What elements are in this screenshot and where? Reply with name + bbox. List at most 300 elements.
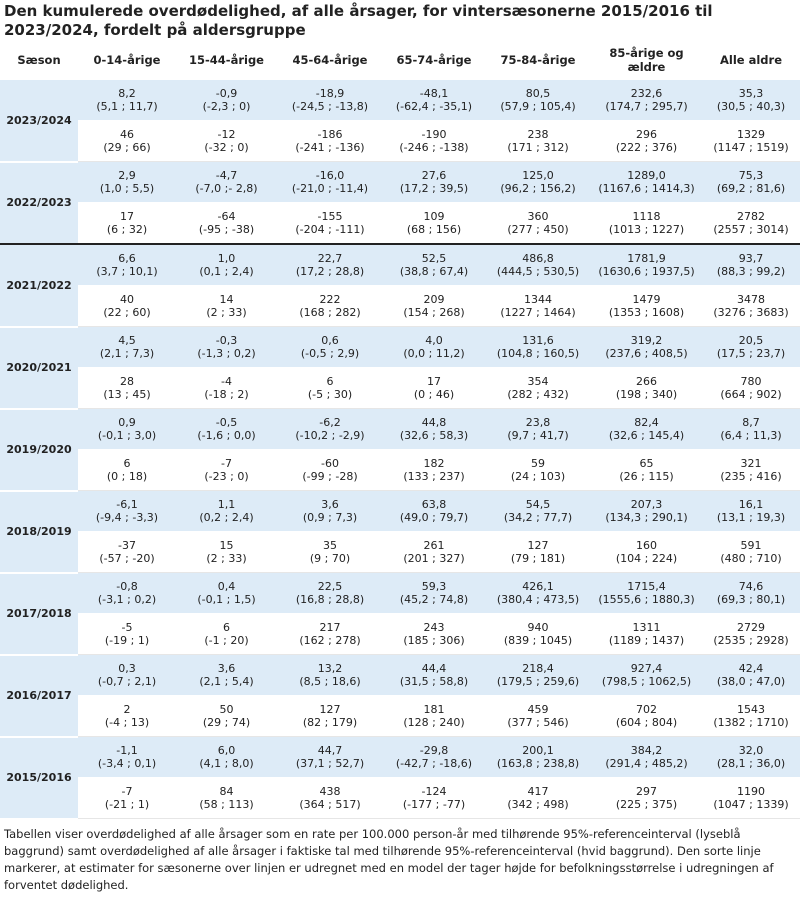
estimate-value: 426,1 — [522, 579, 554, 593]
estimate-value: 200,1 — [522, 743, 554, 757]
estimate-value: 54,5 — [525, 497, 551, 511]
count-cell — [485, 450, 591, 491]
estimate-value: 32,0 — [738, 743, 764, 757]
rate-row — [0, 244, 800, 286]
header-cell: 0-14-årige — [93, 53, 161, 67]
reference-interval: (-0,1 ; 3,0) — [97, 429, 157, 442]
estimate-value: 35 — [323, 538, 337, 552]
estimate-value: 702 — [636, 702, 657, 716]
reference-interval: (-42,7 ; -18,6) — [395, 757, 473, 770]
rate-cell — [702, 409, 800, 450]
estimate-value: -0,3 — [215, 333, 238, 347]
reference-interval: (2 ; 33) — [206, 552, 247, 565]
estimate-value: 2,9 — [118, 168, 136, 182]
rate-cell — [485, 244, 591, 286]
rate-cell — [702, 491, 800, 532]
reference-interval: (235 ; 416) — [720, 470, 782, 483]
rate-cell — [591, 655, 702, 696]
count-cell — [277, 778, 383, 819]
count-cell — [591, 368, 702, 409]
rate-cell — [591, 491, 702, 532]
estimate-value: 52,5 — [421, 251, 447, 265]
season-label: 2023/2024 — [0, 80, 78, 162]
reference-interval: (1189 ; 1437) — [608, 634, 685, 647]
estimate-value: 384,2 — [630, 743, 663, 757]
estimate-value: 1344 — [524, 292, 552, 306]
estimate-value: 1,0 — [217, 251, 236, 265]
season-label: 2020/2021 — [0, 327, 78, 409]
rate-cell — [702, 162, 800, 203]
rate-cell — [176, 491, 277, 532]
header-cell: Alle aldre — [720, 53, 782, 67]
reference-interval: (1353 ; 1608) — [608, 306, 685, 319]
estimate-value: 591 — [740, 538, 762, 552]
count-cell — [485, 368, 591, 409]
reference-interval: (1167,6 ; 1414,3) — [598, 182, 695, 195]
reference-interval: (31,5 ; 58,8) — [399, 675, 469, 688]
estimate-value: 23,8 — [525, 415, 551, 429]
estimate-value: 319,2 — [630, 333, 663, 347]
reference-interval: (198 ; 340) — [615, 388, 678, 401]
reference-interval: (32,6 ; 145,4) — [608, 429, 685, 442]
rate-cell — [383, 162, 485, 203]
estimate-value: 261 — [423, 538, 445, 552]
reference-interval: (-1,3 ; 0,2) — [197, 347, 256, 360]
reference-interval: (-177 ; -77) — [402, 798, 466, 811]
rate-cell — [78, 327, 176, 368]
reference-interval: (1555,6 ; 1880,3) — [598, 593, 695, 606]
count-row — [0, 286, 800, 327]
rate-cell — [277, 80, 383, 121]
reference-interval: (0,1 ; 2,4) — [199, 265, 254, 278]
rate-cell — [277, 409, 383, 450]
rate-cell — [277, 327, 383, 368]
rate-cell — [277, 737, 383, 778]
reference-interval: (34,2 ; 77,7) — [503, 511, 573, 524]
estimate-value: 14 — [219, 292, 234, 306]
reference-interval: (-32 ; 0) — [204, 141, 249, 154]
count-cell — [383, 778, 485, 819]
reference-interval: (38,8 ; 67,4) — [399, 265, 469, 278]
estimate-value: 1,1 — [217, 497, 236, 511]
estimate-value: 127 — [527, 538, 549, 552]
reference-interval: (69,3 ; 80,1) — [716, 593, 786, 606]
count-cell — [702, 203, 800, 245]
reference-interval: (2535 ; 2928) — [713, 634, 789, 647]
rate-cell — [702, 327, 800, 368]
estimate-value: -186 — [317, 127, 343, 141]
count-cell — [176, 778, 277, 819]
reference-interval: (79 ; 181) — [510, 552, 566, 565]
estimate-value: 0,3 — [118, 661, 136, 675]
count-cell — [78, 614, 176, 655]
rate-cell — [78, 655, 176, 696]
rate-cell — [591, 327, 702, 368]
reference-interval: (9,7 ; 41,7) — [507, 429, 569, 442]
header-cell: 75-84-årige — [500, 53, 576, 67]
reference-interval: (-19 ; 1) — [104, 634, 150, 647]
reference-interval: (68 ; 156) — [406, 223, 462, 236]
count-cell — [78, 532, 176, 573]
reference-interval: (-3,1 ; 0,2) — [97, 593, 157, 606]
estimate-value: 486,8 — [522, 251, 554, 265]
reference-interval: (0,9 ; 7,3) — [302, 511, 358, 524]
reference-interval: (222 ; 376) — [615, 141, 678, 154]
estimate-value: 1190 — [737, 784, 765, 798]
rate-cell — [383, 244, 485, 286]
reference-interval: (49,0 ; 79,7) — [399, 511, 469, 524]
reference-interval: (1630,6 ; 1937,5) — [598, 265, 695, 278]
count-row — [0, 450, 800, 491]
reference-interval: (1382 ; 1710) — [713, 716, 789, 729]
estimate-value: 1311 — [632, 620, 661, 634]
season-label: 2021/2022 — [0, 244, 78, 327]
reference-interval: (13 ; 45) — [103, 388, 151, 401]
count-cell — [702, 368, 800, 409]
count-cell — [591, 614, 702, 655]
estimate-value: 1715,4 — [627, 579, 666, 593]
reference-interval: (17,5 ; 23,7) — [716, 347, 786, 360]
reference-interval: (1227 ; 1464) — [500, 306, 576, 319]
reference-interval: (839 ; 1045) — [503, 634, 573, 647]
reference-interval: (664 ; 902) — [720, 388, 782, 401]
estimate-value: -60 — [321, 456, 339, 470]
count-cell — [702, 532, 800, 573]
season-label: 2015/2016 — [0, 737, 78, 819]
reference-interval: (104 ; 224) — [615, 552, 678, 565]
estimate-value: 209 — [423, 292, 445, 306]
rate-cell — [485, 162, 591, 203]
rate-cell — [383, 80, 485, 121]
estimate-value: 17 — [120, 209, 134, 223]
estimate-value: 1781,9 — [627, 251, 666, 265]
reference-interval: (-62,4 ; -35,1) — [395, 100, 473, 113]
estimate-value: 20,5 — [738, 333, 764, 347]
rate-cell — [78, 573, 176, 614]
reference-interval: (480 ; 710) — [720, 552, 782, 565]
reference-interval: (282 ; 432) — [507, 388, 569, 401]
count-cell — [277, 203, 383, 245]
count-row — [0, 368, 800, 409]
estimate-value: 296 — [636, 127, 657, 141]
count-cell — [176, 614, 277, 655]
estimate-value: 44,7 — [317, 743, 343, 757]
estimate-value: -6,1 — [116, 497, 138, 511]
estimate-value: -48,1 — [419, 86, 449, 100]
reference-interval: (-1,6 ; 0,0) — [197, 429, 256, 442]
reference-interval: (-7,0 ;- 2,8) — [195, 182, 258, 195]
estimate-value: 65 — [639, 456, 654, 470]
rate-cell — [591, 244, 702, 286]
table-body — [0, 80, 800, 819]
reference-interval: (444,5 ; 530,5) — [496, 265, 580, 278]
estimate-value: 360 — [527, 209, 549, 223]
rate-row — [0, 491, 800, 532]
count-cell — [485, 203, 591, 245]
count-cell — [702, 696, 800, 737]
estimate-value: 16,1 — [738, 497, 764, 511]
count-cell — [176, 121, 277, 162]
footnote: Tabellen viser overdødelighed af alle årsager som en rate per 100.000 person-år med tilhørende 95%-referenceinterval (lyseblå baggrund) samt overdødelighed af alle årsager i faktiske tal med tilhørende 95%-referenceinterval (hvid baggrund). Den sorte linje markerer, at estimater for sæsonerne over linjen er udregnet med en model der tager højde for befolkningsstørrelse i udregningen af forventet dødelighed. — [4, 826, 774, 892]
reference-interval: (-4 ; 13) — [104, 716, 150, 729]
estimate-value: 50 — [219, 702, 234, 716]
estimate-value: 3,6 — [217, 661, 236, 675]
table-title: Den kumulerede overdødelighed, af alle årsager, for vintersæsonerne 2015/2016 til 2023/2024, fordelt på aldersgruppe — [4, 2, 713, 39]
rate-cell — [591, 737, 702, 778]
reference-interval: (82 ; 179) — [302, 716, 358, 729]
rate-cell — [176, 409, 277, 450]
estimate-value: 6,0 — [217, 743, 236, 757]
reference-interval: (-99 ; -28) — [302, 470, 358, 483]
count-cell — [277, 696, 383, 737]
rate-cell — [383, 737, 485, 778]
estimate-value: -1,1 — [116, 743, 138, 757]
count-cell — [176, 532, 277, 573]
rate-cell — [78, 244, 176, 286]
reference-interval: (13,1 ; 19,3) — [716, 511, 786, 524]
reference-interval: (201 ; 327) — [403, 552, 465, 565]
estimate-value: 59,3 — [421, 579, 447, 593]
reference-interval: (9 ; 70) — [309, 552, 351, 565]
reference-interval: (174,7 ; 295,7) — [605, 100, 688, 113]
reference-interval: (22 ; 60) — [103, 306, 151, 319]
count-cell — [78, 286, 176, 327]
estimate-value: 218,4 — [522, 661, 554, 675]
rate-cell — [78, 162, 176, 203]
estimate-value: 109 — [423, 209, 445, 223]
count-row — [0, 778, 800, 819]
count-row — [0, 614, 800, 655]
estimate-value: 6 — [326, 374, 334, 388]
estimate-value: 6 — [223, 620, 230, 634]
rate-cell — [277, 491, 383, 532]
reference-interval: (-241 ; -136) — [295, 141, 365, 154]
rate-row — [0, 80, 800, 121]
reference-interval: (291,4 ; 485,2) — [605, 757, 688, 770]
count-cell — [78, 696, 176, 737]
estimate-value: 4,0 — [425, 333, 443, 347]
estimate-value: 3,6 — [321, 497, 339, 511]
count-cell — [383, 286, 485, 327]
estimate-value: 1479 — [632, 292, 661, 306]
reference-interval: (0,0 ; 11,2) — [403, 347, 465, 360]
estimate-value: 1543 — [737, 702, 765, 716]
estimate-value: -0,8 — [116, 579, 138, 593]
estimate-value: 4,5 — [118, 333, 136, 347]
rate-row — [0, 573, 800, 614]
reference-interval: (3276 ; 3683) — [713, 306, 789, 319]
estimate-value: -12 — [217, 127, 236, 141]
rate-cell — [702, 80, 800, 121]
count-cell — [176, 286, 277, 327]
estimate-value: -29,8 — [419, 743, 449, 757]
estimate-value: 417 — [527, 784, 549, 798]
rate-cell — [485, 80, 591, 121]
count-cell — [702, 778, 800, 819]
header-cell: 15-44-årige — [189, 53, 264, 67]
estimate-value: 297 — [636, 784, 657, 798]
estimate-value: -16,0 — [315, 168, 345, 182]
reference-interval: (1013 ; 1227) — [608, 223, 685, 236]
estimate-value: -190 — [421, 127, 447, 141]
rate-cell — [702, 737, 800, 778]
count-cell — [277, 532, 383, 573]
season-label: 2017/2018 — [0, 573, 78, 655]
estimate-value: 80,5 — [525, 86, 551, 100]
count-row — [0, 696, 800, 737]
reference-interval: (104,8 ; 160,5) — [496, 347, 580, 360]
reference-interval: (-5 ; 30) — [307, 388, 353, 401]
estimate-value: -4 — [221, 374, 232, 388]
reference-interval: (24 ; 103) — [510, 470, 566, 483]
estimate-value: -124 — [421, 784, 447, 798]
rate-cell — [176, 244, 277, 286]
rate-cell — [702, 573, 800, 614]
count-cell — [277, 450, 383, 491]
count-row — [0, 121, 800, 162]
count-cell — [702, 614, 800, 655]
estimate-value: 59 — [531, 456, 545, 470]
estimate-value: 181 — [423, 702, 445, 716]
estimate-value: -6,2 — [319, 415, 341, 429]
estimate-value: 3478 — [737, 292, 765, 306]
count-cell — [485, 532, 591, 573]
estimate-value: 207,3 — [630, 497, 663, 511]
estimate-value: 6,6 — [118, 251, 136, 265]
count-cell — [78, 778, 176, 819]
rate-cell — [485, 409, 591, 450]
count-cell — [383, 450, 485, 491]
count-row — [0, 532, 800, 573]
estimate-value: 354 — [527, 374, 549, 388]
count-cell — [277, 614, 383, 655]
estimate-value: -7 — [221, 456, 232, 470]
rate-cell — [383, 573, 485, 614]
estimate-value: 438 — [319, 784, 341, 798]
count-cell — [78, 368, 176, 409]
rate-cell — [485, 737, 591, 778]
reference-interval: (2,1 ; 5,4) — [199, 675, 254, 688]
estimate-value: 42,4 — [738, 661, 764, 675]
estimate-value: 75,3 — [738, 168, 764, 182]
rate-cell — [176, 737, 277, 778]
count-cell — [702, 286, 800, 327]
estimate-value: -155 — [317, 209, 343, 223]
rate-cell — [277, 244, 383, 286]
reference-interval: (37,1 ; 52,7) — [295, 757, 365, 770]
estimate-value: 8,7 — [742, 415, 760, 429]
count-cell — [485, 614, 591, 655]
estimate-value: -37 — [118, 538, 136, 552]
rate-cell — [383, 409, 485, 450]
count-cell — [591, 696, 702, 737]
estimate-value: 28 — [120, 374, 134, 388]
estimate-value: 44,4 — [421, 661, 447, 675]
reference-interval: (38,0 ; 47,0) — [716, 675, 786, 688]
reference-interval: (168 ; 282) — [299, 306, 361, 319]
rate-cell — [176, 327, 277, 368]
reference-interval: (17,2 ; 28,8) — [295, 265, 365, 278]
estimate-value: 238 — [527, 127, 549, 141]
reference-interval: (380,4 ; 473,5) — [496, 593, 580, 606]
reference-interval: (-0,7 ; 2,1) — [97, 675, 157, 688]
estimate-value: 27,6 — [421, 168, 447, 182]
reference-interval: (-10,2 ; -2,9) — [295, 429, 365, 442]
rate-cell — [78, 409, 176, 450]
estimate-value: -64 — [217, 209, 236, 223]
reference-interval: (604 ; 804) — [615, 716, 678, 729]
rate-cell — [176, 80, 277, 121]
count-cell — [485, 121, 591, 162]
rate-cell — [485, 327, 591, 368]
estimate-value: -0,5 — [215, 415, 238, 429]
estimate-value: 217 — [319, 620, 341, 634]
reference-interval: (364 ; 517) — [299, 798, 361, 811]
estimate-value: 82,4 — [634, 415, 659, 429]
rate-cell — [176, 573, 277, 614]
estimate-value: 22,5 — [317, 579, 343, 593]
rate-cell — [591, 409, 702, 450]
reference-interval: (-1 ; 20) — [204, 634, 249, 647]
reference-interval: (0 ; 46) — [413, 388, 455, 401]
reference-interval: (1047 ; 1339) — [713, 798, 789, 811]
reference-interval: (1,0 ; 5,5) — [99, 182, 155, 195]
rate-cell — [702, 244, 800, 286]
reference-interval: (29 ; 66) — [103, 141, 151, 154]
reference-interval: (277 ; 450) — [507, 223, 569, 236]
estimate-value: 182 — [423, 456, 445, 470]
reference-interval: (0 ; 18) — [106, 470, 148, 483]
estimate-value: 22,7 — [317, 251, 343, 265]
season-label: 2019/2020 — [0, 409, 78, 491]
estimate-value: -5 — [121, 620, 133, 634]
rate-cell — [591, 573, 702, 614]
reference-interval: (-0,1 ; 1,5) — [197, 593, 256, 606]
reference-interval: (-18 ; 2) — [204, 388, 249, 401]
estimate-value: 222 — [319, 292, 341, 306]
count-cell — [176, 450, 277, 491]
estimate-value: 0,6 — [321, 333, 339, 347]
rate-cell — [591, 162, 702, 203]
reference-interval: (377 ; 546) — [507, 716, 569, 729]
reference-interval: (8,5 ; 18,6) — [299, 675, 361, 688]
reference-interval: (2,1 ; 7,3) — [99, 347, 155, 360]
estimate-value: 44,8 — [421, 415, 447, 429]
count-cell — [383, 121, 485, 162]
estimate-value: 35,3 — [738, 86, 764, 100]
rate-cell — [485, 491, 591, 532]
estimate-value: 93,7 — [738, 251, 764, 265]
estimate-value: 232,6 — [630, 86, 663, 100]
reference-interval: (26 ; 115) — [619, 470, 674, 483]
estimate-value: 1289,0 — [627, 168, 666, 182]
estimate-value: 8,2 — [118, 86, 136, 100]
reference-interval: (3,7 ; 10,1) — [96, 265, 158, 278]
estimate-value: 243 — [423, 620, 445, 634]
rate-cell — [78, 491, 176, 532]
estimate-value: 321 — [740, 456, 762, 470]
estimate-value: 2 — [123, 702, 131, 716]
rate-cell — [383, 327, 485, 368]
count-cell — [176, 368, 277, 409]
reference-interval: (225 ; 375) — [615, 798, 678, 811]
reference-interval: (5,1 ; 11,7) — [96, 100, 158, 113]
header-row — [0, 40, 800, 80]
count-cell — [277, 368, 383, 409]
reference-interval: (4,1 ; 8,0) — [199, 757, 254, 770]
reference-interval: (28,1 ; 36,0) — [716, 757, 786, 770]
reference-interval: (342 ; 498) — [507, 798, 569, 811]
